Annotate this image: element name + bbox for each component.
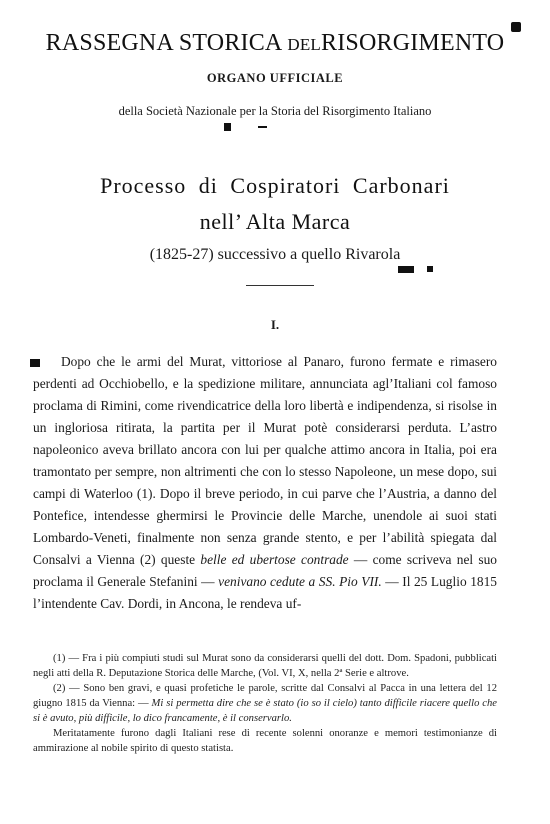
footnote-1: (1) — Fra i più compiuti studi sul Murat sono da considerarsi quelli del dott. Dom. Spadoni, pubblicati negli atti della R. Deputazione Storica delle Marche, (Vol. VI, X, nella 2ª Serie e altrove. bbox=[33, 653, 497, 679]
organ-subtitle: ORGANO UFFICIALE bbox=[206, 71, 344, 85]
article-title-line1: Processo di Cospiratori Carbonari bbox=[100, 173, 450, 198]
society-line: della Società Nazionale per la Storia del Risorgimento Italiano bbox=[118, 104, 432, 118]
article-subtitle: (1825-27) successivo a quello Rivarola bbox=[149, 246, 401, 263]
ink-blot bbox=[224, 123, 231, 131]
section-number: I. bbox=[270, 317, 280, 332]
footnote-2-text: (2) — Sono ben gravi, e quasi profetiche le parole, scritte dal Consalvi al Pacca in una lettera del 12 giugno 1815 da Vienna: — bbox=[33, 683, 497, 709]
body-text-part1: Dopo che le armi del Murat, vittoriose al Panaro, furono fermate e rimasero perdenti ad Occhiobello, e la spedizione militare, annunciata agl’Italiani col famoso proclama di Rimini, come rivendicatrice della loro libertà e indipendenza, si risolse in un ingloriosa ritirata, la partita per il Murat potè considerarsi perduta. L’astro napoleonico aveva brillato ancora con lui per qualche attimo ancora in Italia, poi era tramontato per sempre, non altrimenti che con lo stesso Napoleone, un mese dopo, sui campi di Waterloo (1). Dopo il breve periodo, in cui parve che l’Austria, a danno del Pontefice, intendesse ghermirsi le Provincie delle Marche, unendole ai suoi stati Lombardo-Veneti, finalmente non senza grande stento, e per l’abilità spiegata dal Consalvi a Vienna (2) queste bbox=[33, 354, 497, 567]
ink-blot bbox=[427, 266, 433, 272]
body-paragraph bbox=[33, 351, 497, 615]
journal-title-small: DEL bbox=[287, 35, 322, 54]
ink-blot bbox=[511, 22, 521, 32]
journal-title-main: RASSEGNA STORICA bbox=[45, 30, 282, 56]
body-text-part2: — come scriveva nel suo proclama il Generale Stefanini — bbox=[33, 552, 497, 589]
footnotes bbox=[33, 651, 497, 756]
journal-title-end: RISORGIMENTO bbox=[321, 30, 505, 56]
body-italic-phrase: belle ed ubertose contrade bbox=[200, 552, 349, 567]
body-italic-quote: venivano cedute a SS. Pio VII. bbox=[218, 574, 382, 589]
article-title-line2: nell’ Alta Marca bbox=[199, 209, 351, 234]
body-text-part3: — Il 25 Luglio 1815 l’intendente Cav. Dordi, in Ancona, le rendeva uf- bbox=[33, 574, 497, 611]
ink-blot bbox=[398, 266, 414, 273]
ink-blot bbox=[258, 126, 267, 128]
journal-title bbox=[30, 30, 520, 57]
footnote-3: Meritatamente furono dagli Italiani rese di recente solenni onoranze e memori testimonianze di ammirazione al nobile spirito di questo statista. bbox=[33, 728, 497, 754]
footnote-2 bbox=[33, 681, 497, 726]
title-rule bbox=[246, 285, 314, 286]
footnote-2-italic: Mi si permetta dire che se è stato (io so il cielo) tanto difficile riacere quello che si è avuto, più difficile, lo dico francamente, è il conservarlo. bbox=[33, 698, 497, 724]
